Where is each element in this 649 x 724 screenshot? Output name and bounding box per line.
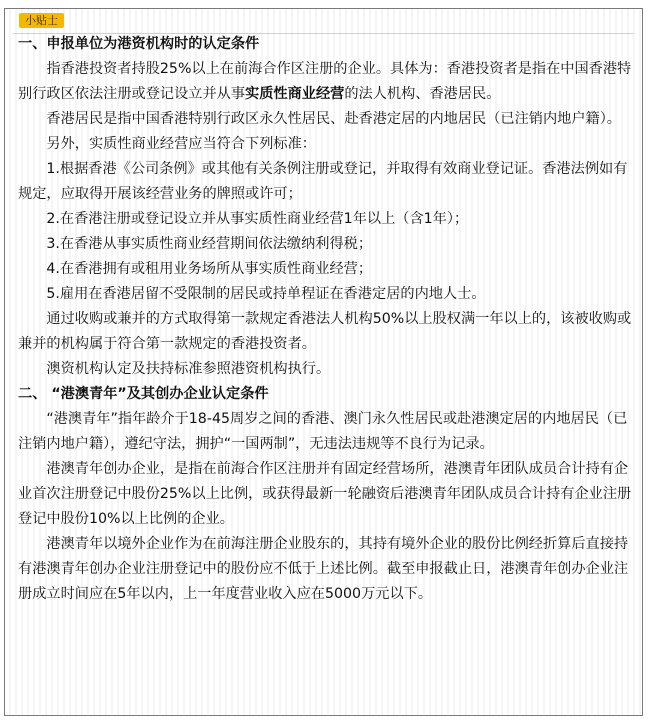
section1-heading: 一、申报单位为港资机构时的认定条件 [18,36,260,52]
section1-paragraph-2: 香港居民是指中国香港特别行政区永久性居民、赴香港定居的内地居民（已注销内地户籍）。 [46,111,621,127]
bold-phrase: 实质性商业经营 [245,86,345,102]
section1-paragraph-1: 指香港投资者持股25%以上在前海合作区注册的企业。具体为：香港投资者是指在中国香港特别行政区依法注册或登记设立并从事实质性商业经营的法人机构、香港居民。 [18,61,632,102]
section2-heading: 二、 “港澳青年”及其创办企业认定条件 [18,386,269,402]
criteria-item-4: 4.在香港拥有或租用业务场所从事实质性商业经营； [46,261,373,277]
section2-paragraph-3: 港澳青年以境外企业作为在前海注册企业股东的，其持有境外企业的股份比例经折算后直接持有港澳青年创办企业注册登记中的股份应不低于上述比例。截至申报截止日，港澳青年创办企业注册成立时间应在5年以内，上一年度营业收入应在5000万元以下。 [18,536,629,602]
criteria-item-1: 1.根据香港《公司条例》或其他有关条例注册或登记，并取得有效商业登记证。香港法例如有规定，应取得开展该经营业务的牌照或许可； [18,161,628,202]
tips-tag: 小贴士 [19,13,64,28]
section2-paragraph-2: 港澳青年创办企业，是指在前海合作区注册并有固定经营场所，港澳青年团队成员合计持有企业首次注册登记中股份25%以上比例，或获得最新一轮融资后港澳青年团队成员合计持有企业注册登记中股份10%以上比例的企业。 [18,461,632,527]
tips-card [4,8,643,716]
section1-paragraph-4: 通过收购或兼并的方式取得第一款规定香港法人机构50%以上股权满一年以上的，该被收购或兼并的机构属于符合第一款规定的香港投资者。 [18,311,632,352]
section2-paragraph-1: “港澳青年”指年龄介于18-45周岁之间的香港、澳门永久性居民或赴港澳定居的内地居民（已注销内地户籍），遵纪守法，拥护“一国两制”，无违法违规等不良行为记录。 [18,411,628,452]
criteria-item-2: 2.在香港注册或登记设立并从事实质性商业经营1年以上（含1年）； [46,211,469,227]
criteria-item-3: 3.在香港从事实质性商业经营期间依法缴纳利得税； [46,236,373,252]
criteria-item-5: 5.雇用在香港居留不受限制的居民或持单程证在香港定居的内地人士。 [46,286,486,302]
section1-paragraph-3: 另外，实质性商业经营应当符合下列标准： [46,136,316,152]
tips-content [18,32,638,607]
section1-paragraph-5: 澳资机构认定及扶持标准参照港资机构执行。 [46,361,331,377]
